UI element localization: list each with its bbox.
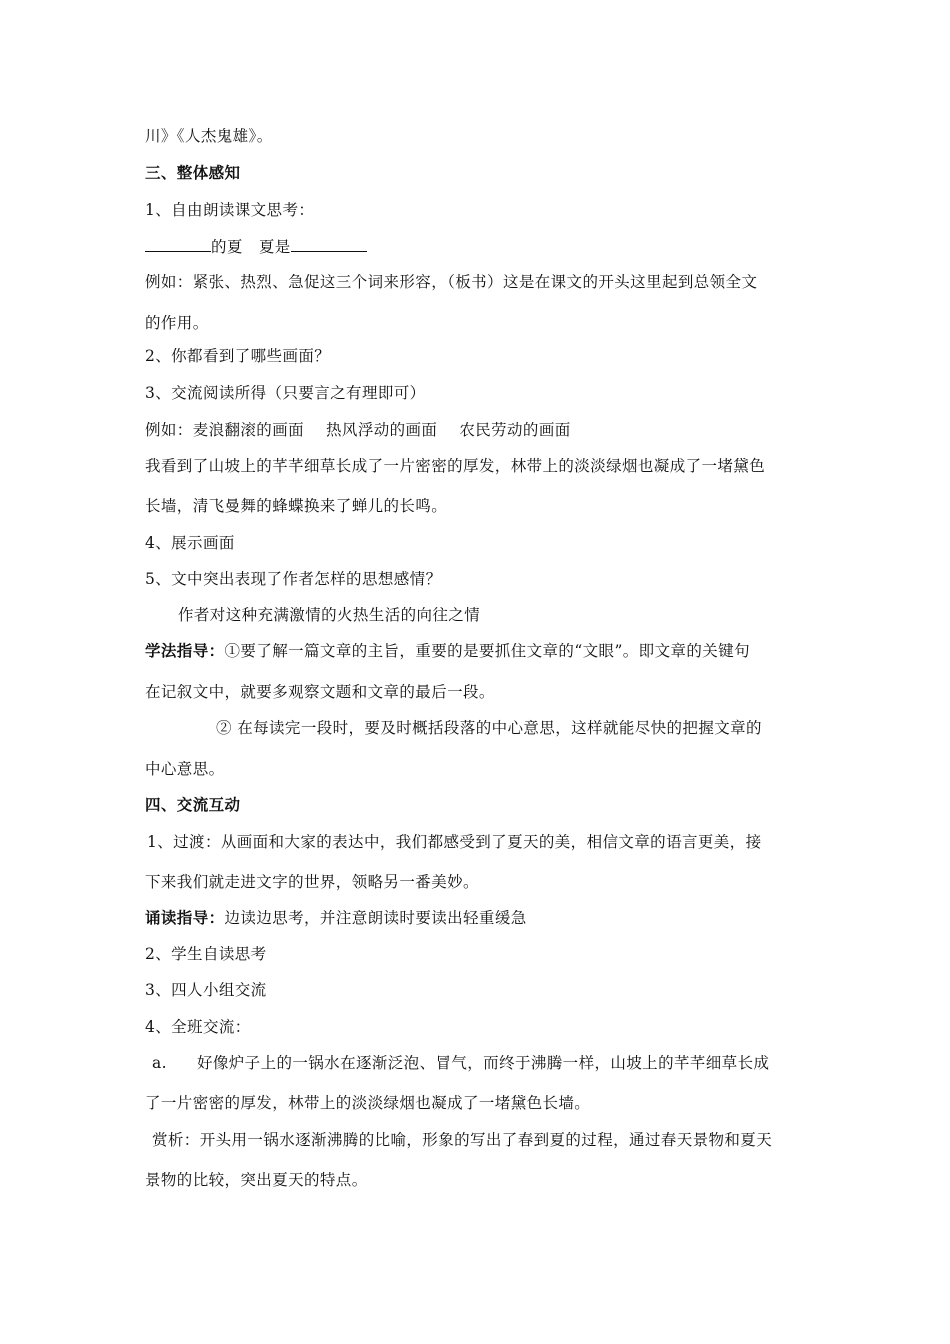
text-line: 我看到了山坡上的芊芊细草长成了一片密密的厚发，林带上的淡淡绿烟也凝成了一堵黛色 (145, 457, 766, 475)
fill-text-a: 的夏 (211, 238, 243, 256)
example-phrase: 热风浮动的画面 (326, 421, 438, 439)
text-line: 下来我们就走进文字的世界，领略另一番美妙。 (145, 873, 479, 891)
text-line (145, 641, 750, 661)
item-marker: a. (152, 1054, 167, 1072)
example-phrase: 例如：麦浪翻滚的画面 (145, 421, 305, 439)
blank-underline (145, 236, 211, 252)
method-label: 学法指导： (145, 641, 225, 660)
example-phrase: 农民劳动的画面 (459, 421, 571, 439)
fill-in-line (145, 236, 367, 257)
text-line: 的作用。 (145, 314, 209, 332)
text-line: 景物的比较，突出夏天的特点。 (145, 1171, 368, 1189)
text-line: 例如：紧张、热烈、急促这三个词来形容，（板书）这是在课文的开头这里起到总领全文 (145, 273, 758, 291)
text-line (145, 908, 527, 928)
text-line: 中心意思。 (145, 760, 225, 778)
text-line: 作者对这种充满激情的火热生活的向往之情 (178, 606, 481, 624)
text-line (145, 420, 571, 440)
text-line (152, 1053, 769, 1073)
text-line: 长墙，清飞曼舞的蜂蝶换来了蝉儿的长鸣。 (145, 497, 448, 515)
blank-underline (291, 236, 367, 252)
text-line: 4、全班交流： (145, 1018, 251, 1036)
fill-text-b: 夏是 (258, 238, 291, 256)
text-line: 3、四人小组交流 (145, 981, 267, 999)
item-text: 好像炉子上的一锅水在逐渐泛泡、冒气，而终于沸腾一样，山坡上的芊芊细草长成 (196, 1054, 770, 1072)
text-line: 在记叙文中，就要多观察文题和文章的最后一段。 (145, 683, 495, 701)
text-line: 1、过渡：从画面和大家的表达中，我们都感受到了夏天的美，相信文章的语言更美，接 (147, 833, 762, 851)
text-line: 4、展示画面 (145, 534, 235, 552)
text-line: 2、你都看到了哪些画面？ (145, 347, 331, 365)
text-line: 赏析：开头用一锅水逐渐沸腾的比喻，形象的写出了春到夏的过程，通过春天景物和夏天 (152, 1131, 773, 1149)
text-line: 3、交流阅读所得（只要言之有理即可） (145, 384, 426, 402)
section-heading-4: 四、交流互动 (145, 795, 241, 814)
method-text: ①要了解一篇文章的主旨，重要的是要抓住文章的“文眼”。即文章的关键句 (224, 642, 750, 660)
text-line: 1、自由朗读课文思考： (145, 201, 315, 219)
section-heading-3: 三、整体感知 (145, 163, 241, 182)
text-line: 2、学生自读思考 (145, 945, 267, 963)
text-line: 川》《人杰鬼雄》。 (145, 127, 273, 145)
reading-label: 诵读指导： (145, 908, 225, 927)
reading-text: 边读边思考，并注意朗读时要读出轻重缓急 (224, 909, 527, 927)
text-line: 了一片密密的厚发，林带上的淡淡绿烟也凝成了一堵黛色长墙。 (145, 1094, 591, 1112)
text-line: ② 在每读完一段时，要及时概括段落的中心意思，这样就能尽快的把握文章的 (216, 719, 762, 737)
text-line: 5、文中突出表现了作者怎样的思想感情？ (145, 570, 442, 588)
